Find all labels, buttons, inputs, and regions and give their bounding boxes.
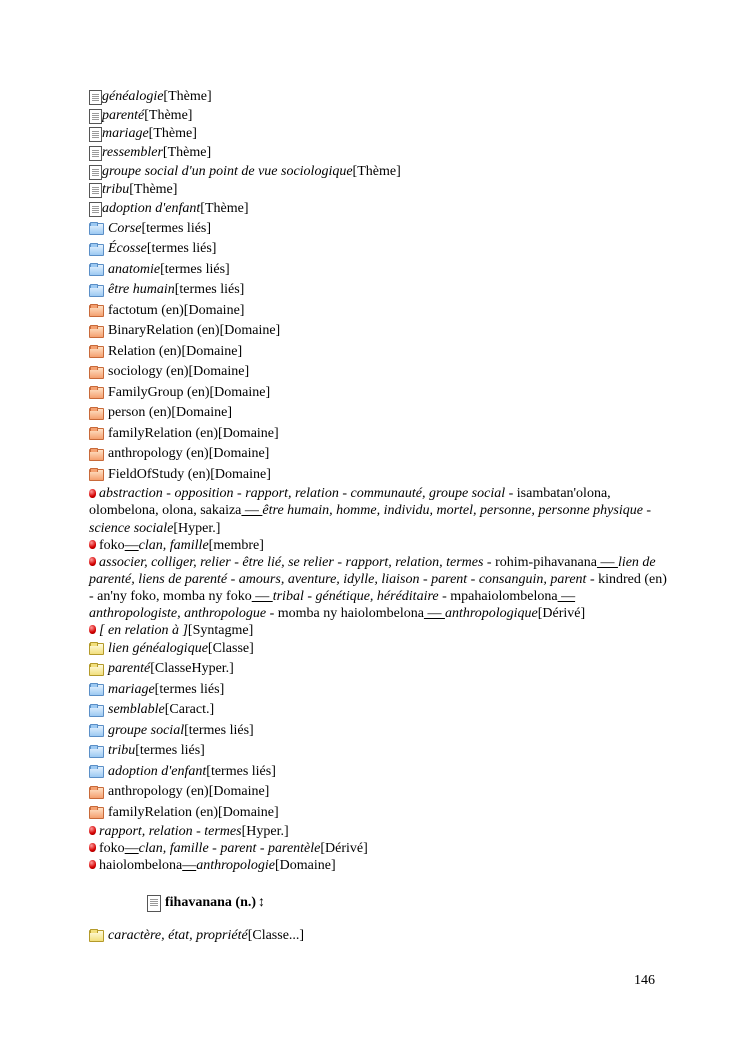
member-line: foko — clan, famille [membre] — [89, 537, 669, 554]
folder-icon — [89, 787, 104, 799]
derived-line: foko — clan, famille - parent - parentèle [Dérivé] — [89, 840, 669, 857]
theme-item[interactable]: généalogie [Thème] — [89, 88, 669, 107]
domain-list — [89, 301, 669, 486]
document-icon — [89, 146, 102, 161]
folder-icon — [89, 469, 104, 481]
folder-icon — [89, 244, 104, 256]
expand-arrow-icon[interactable]: ↕ — [258, 895, 266, 910]
folder-icon — [89, 705, 104, 717]
document-icon — [89, 183, 102, 198]
folder-icon — [89, 746, 104, 758]
folder-icon — [89, 408, 104, 420]
folder-icon — [89, 766, 104, 778]
folder-icon — [89, 643, 104, 655]
domain-item[interactable]: FieldOfStudy (en) [Domaine] — [89, 465, 669, 486]
domain-item[interactable]: BinaryRelation (en) [Domaine] — [89, 321, 669, 342]
domain-item[interactable]: sociology (en) [Domaine] — [89, 362, 669, 383]
domain-item[interactable]: familyRelation (en) [Domaine] — [89, 424, 669, 445]
document-icon — [89, 127, 102, 142]
folder-icon — [89, 346, 104, 358]
related-term-item[interactable]: semblable [Caract.] — [89, 700, 669, 721]
domain-list — [89, 782, 669, 823]
page-number: 146 — [634, 973, 655, 988]
related-term-item[interactable]: groupe social [termes liés] — [89, 721, 669, 742]
entry-content — [89, 88, 669, 874]
folder-icon — [89, 223, 104, 235]
folder-icon — [89, 326, 104, 338]
folder-icon — [89, 684, 104, 696]
domain-item[interactable]: factotum (en) [Domaine] — [89, 301, 669, 322]
related-term-item[interactable]: être humain [termes liés] — [89, 280, 669, 301]
class-item[interactable]: lien généalogique [Classe] — [89, 639, 669, 660]
class-item[interactable]: caractère, état, propriété [Classe...] — [89, 926, 304, 946]
theme-item[interactable]: tribu [Thème] — [89, 181, 669, 200]
related-term-item[interactable]: tribu [termes liés] — [89, 741, 669, 762]
class-list — [89, 639, 669, 783]
theme-item[interactable]: adoption d'enfant [Thème] — [89, 200, 669, 219]
folder-icon — [89, 264, 104, 276]
related-term-item[interactable]: anatomie [termes liés] — [89, 260, 669, 281]
bullet-icon — [89, 625, 96, 634]
document-icon — [147, 895, 161, 912]
document-icon — [89, 165, 102, 180]
folder-icon — [89, 285, 104, 297]
document-icon — [89, 202, 102, 217]
domain-item[interactable]: person (en) [Domaine] — [89, 403, 669, 424]
document-icon — [89, 90, 102, 105]
bullet-icon — [89, 557, 96, 566]
entry-word: fihavanana (n.) — [165, 895, 257, 910]
domain-item[interactable]: Relation (en) [Domaine] — [89, 342, 669, 363]
related-term-item[interactable]: mariage [termes liés] — [89, 680, 669, 701]
related-terms-list — [89, 219, 669, 301]
theme-item[interactable]: mariage [Thème] — [89, 125, 669, 144]
class-item[interactable]: parenté [ClasseHyper.] — [89, 659, 669, 680]
related-term-item[interactable]: adoption d'enfant [termes liés] — [89, 762, 669, 783]
domain-item[interactable]: anthropology (en) [Domaine] — [89, 444, 669, 465]
related-term-item[interactable]: Écosse [termes liés] — [89, 239, 669, 260]
folder-icon — [89, 930, 104, 942]
bullet-icon — [89, 843, 96, 852]
folder-icon — [89, 725, 104, 737]
syntagm-line: [ en relation à ] [Syntagme] — [89, 622, 669, 639]
theme-item[interactable]: ressembler [Thème] — [89, 144, 669, 163]
hyper-paragraph: abstraction - opposition - rapport, relation - communauté, groupe social - isambatan'olona, olombelona, olona, sakaiza — être humain, homme, individu, mortel, personne, personne physique - science sociale[Hyper.] — [89, 486, 652, 536]
folder-icon — [89, 367, 104, 379]
domain-item[interactable]: FamilyGroup (en) [Domaine] — [89, 383, 669, 404]
derived-paragraph: associer, colliger, relier - être lié, se relier - rapport, relation, termes - rohim-pihavanana — lien de parenté, liens de parenté - amours, aventure, idylle, liaison - parent - consanguin, parent - kindred (en) - an'ny foko, momba ny foko — tribal - génétique, héréditaire - mpahaiolombelona — anthropologiste, anthropologue - momba ny haiolombelona — anthropologique[Dérivé] — [89, 554, 667, 621]
theme-item[interactable]: groupe social d'un point de vue sociologique [Thème] — [89, 163, 669, 182]
bullet-icon — [89, 489, 96, 498]
entry-title[interactable] — [147, 893, 265, 913]
bullet-icon — [89, 860, 96, 869]
bullet-icon — [89, 540, 96, 549]
related-term-item[interactable]: Corse [termes liés] — [89, 219, 669, 240]
bullet-icon — [89, 826, 96, 835]
folder-icon — [89, 428, 104, 440]
folder-icon — [89, 807, 104, 819]
domain-item[interactable]: anthropology (en) [Domaine] — [89, 782, 669, 803]
folder-icon — [89, 387, 104, 399]
folder-icon — [89, 305, 104, 317]
folder-icon — [89, 449, 104, 461]
folder-icon — [89, 664, 104, 676]
theme-list — [89, 88, 669, 219]
domain-line: haiolombelona — anthropologie [Domaine] — [89, 857, 669, 874]
hyper-line: rapport, relation - termes [Hyper.] — [89, 823, 669, 840]
domain-item[interactable]: familyRelation (en) [Domaine] — [89, 803, 669, 824]
document-icon — [89, 109, 102, 124]
theme-item[interactable]: parenté [Thème] — [89, 107, 669, 126]
